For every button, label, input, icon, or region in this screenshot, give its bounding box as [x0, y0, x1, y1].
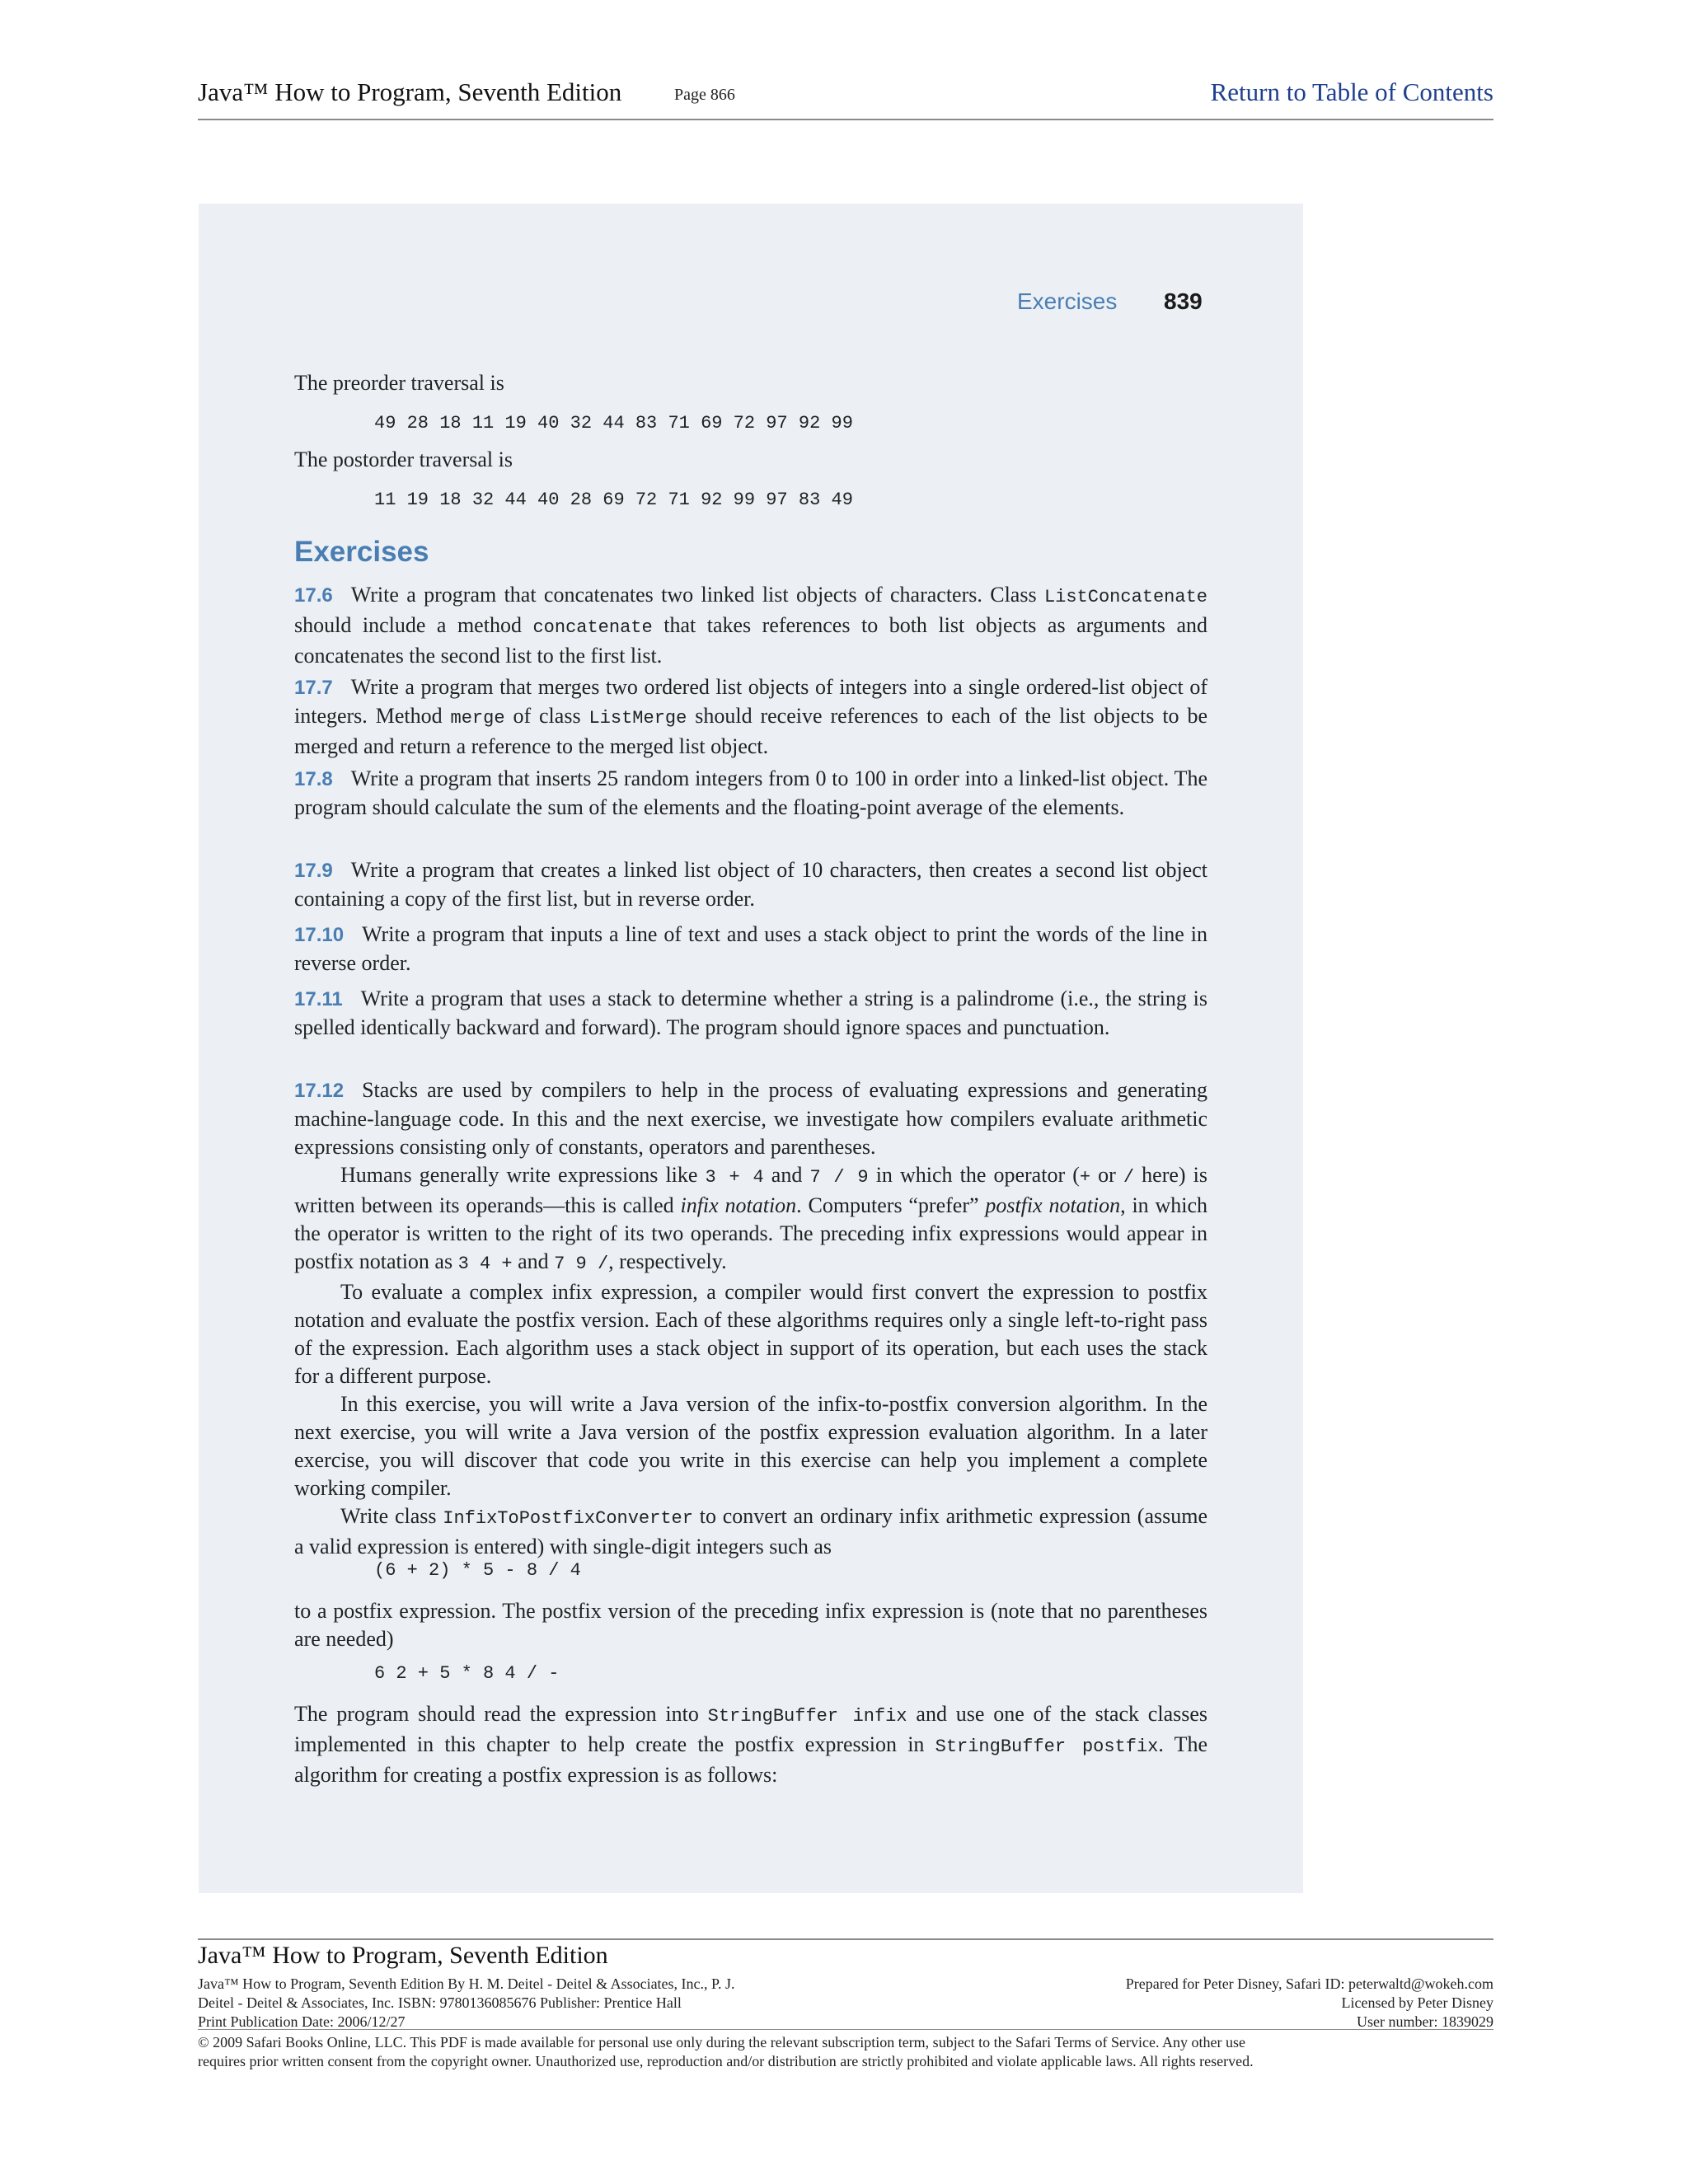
exercise-text: of class	[504, 704, 589, 728]
code-class-name: ListMerge	[588, 708, 687, 729]
exercise-17-10	[294, 921, 1207, 977]
emphasis-term: postfix notation	[985, 1193, 1121, 1217]
footer-book-info-2: Deitel - Deitel & Associates, Inc. ISBN: 9780136085676 Publisher: Prentice Hall	[198, 1994, 682, 2011]
inline-code: 7 9 /	[554, 1254, 609, 1274]
preorder-label: The preorder traversal is	[294, 371, 504, 395]
exercise-text: The program should read the expression into	[294, 1702, 708, 1726]
exercise-text: and	[512, 1249, 555, 1273]
exercise-text: Write a program that merges two ordered list objects of integers into a single ordered-list object of integers. Method	[294, 675, 1207, 728]
footer-prepared-for: Prepared for Peter Disney, Safari ID: peterwaltd@wokeh.com	[1125, 1975, 1493, 1992]
exercise-text: . Computers “prefer”	[796, 1193, 986, 1217]
exercise-17-7	[294, 673, 1207, 761]
exercise-text: Humans generally write expressions like	[340, 1163, 706, 1187]
postorder-values: 11 19 18 32 44 40 28 69 72 71 92 99 97 83 49	[374, 490, 853, 510]
exercise-text: Write a program that inserts 25 random integers from 0 to 100 in order into a linked-list object. The program should calculate the sum of the elements and the floating-point average of the elements.	[294, 766, 1207, 819]
exercise-text: Write a program that creates a linked list object of 10 characters, then creates a second list object containing a copy of the first list, but in reverse order.	[294, 858, 1207, 911]
footer-publication-date: Print Publication Date: 2006/12/27	[198, 2013, 406, 2030]
preorder-values: 49 28 18 11 19 40 32 44 83 71 69 72 97 92 99	[374, 413, 853, 434]
inline-code: StringBuffer infix	[707, 1706, 907, 1727]
exercise-paragraph	[294, 1076, 1207, 1161]
exercise-text: in which the operator (	[868, 1163, 1080, 1187]
exercise-number: 17.9	[294, 860, 333, 882]
exercise-text: should include a method	[294, 613, 533, 637]
section-title: Exercises	[294, 536, 429, 568]
running-head-page-number: 839	[1164, 288, 1203, 314]
inline-code: StringBuffer postfix	[935, 1736, 1159, 1757]
exercise-text: Write a program that concatenates two linked list objects of characters. Class	[350, 583, 1044, 607]
exercise-number: 17.7	[294, 677, 333, 699]
footer-licensed-by: Licensed by Peter Disney	[1341, 1994, 1493, 2011]
exercise-17-6	[294, 581, 1207, 670]
exercise-17-8	[294, 765, 1207, 822]
inline-code: +	[1079, 1167, 1091, 1188]
exercise-17-11	[294, 985, 1207, 1042]
exercise-text: to convert an ordinary infix arithmetic expression (assume a valid expression is entered) with single-digit integers such as	[294, 1504, 1207, 1558]
code-class-name: ListConcatenate	[1043, 587, 1207, 607]
postfix-expression-code: 6 2 + 5 * 8 4 / -	[374, 1663, 560, 1684]
inline-code: 3 + 4	[705, 1167, 764, 1188]
exercise-text: Write class	[340, 1504, 443, 1528]
footer-book-info-1: Java™ How to Program, Seventh Edition By H. M. Deitel - Deitel & Associates, Inc., P. J.	[198, 1975, 735, 1992]
code-method-name: merge	[450, 708, 505, 729]
footer-divider	[198, 1938, 1493, 1940]
postorder-label: The postorder traversal is	[294, 448, 513, 471]
exercise-text: Stacks are used by compilers to help in the process of evaluating expressions and generating machine-language code. In this and the next exercise, we investigate how compilers evaluate arithmetic expressions consisting only of constants, operators and parentheses.	[294, 1078, 1207, 1159]
footer-copyright-1: © 2009 Safari Books Online, LLC. This PDF is made available for personal use only during the relevant subscription term, subject to the Safari Terms of Service. Any other use	[198, 2034, 1245, 2050]
footer-divider	[198, 2029, 1493, 2030]
exercise-paragraph	[294, 1502, 1207, 1561]
exercise-paragraph	[294, 1700, 1207, 1789]
header-page-label: Page 866	[674, 86, 735, 104]
exercise-text: and use one of the stack classes implemented in this chapter to help create the postfix expression in	[294, 1702, 1208, 1756]
running-head-section: Exercises	[1017, 288, 1118, 314]
exercise-text: , respectively.	[608, 1249, 727, 1273]
exercise-text: , in which the operator is written to the right of its two operands. The preceding infix expressions would appear in postfix notation as	[294, 1193, 1208, 1273]
exercise-text: Write a program that inputs a line of text and uses a stack object to print the words of the line in reverse order.	[294, 922, 1207, 975]
page-header	[198, 76, 1493, 120]
exercise-number: 17.10	[294, 924, 345, 946]
inline-code: /	[1123, 1167, 1135, 1188]
exercise-paragraph: to a postfix expression. The postfix version of the preceding infix expression is (note that no parentheses are needed)	[294, 1599, 1207, 1651]
exercise-number: 17.12	[294, 1080, 345, 1102]
exercise-text: . The algorithm for creating a postfix expression is as follows:	[294, 1732, 1208, 1787]
code-class-name: InfixToPostfixConverter	[443, 1508, 693, 1529]
exercise-number: 17.11	[294, 988, 343, 1010]
exercise-paragraph	[294, 1161, 1207, 1278]
header-book-title: Java™ How to Program, Seventh Edition	[198, 77, 622, 106]
exercise-text: Write a program that uses a stack to determine whether a string is a palindrome (i.e., the string is spelled identically backward and forward). The program should ignore spaces and punctuation.	[294, 987, 1207, 1039]
code-method-name: concatenate	[532, 617, 653, 638]
exercise-text: and	[763, 1163, 810, 1187]
exercise-paragraph: To evaluate a complex infix expression, a compiler would first convert the expression to postfix notation and evaluate the postfix version. Each of these algorithms requires only a single left-to-right pass of the expression. Each algorithm uses a stack object in support of its operation, but each uses the stack for a different purpose.	[294, 1280, 1207, 1388]
exercise-text: that takes references to both list objects as arguments and concatenates the second list to the first list.	[294, 613, 1207, 668]
inline-code: 7 / 9	[809, 1167, 869, 1188]
exercise-text: should receive references to each of the list objects to be merged and return a reference to the merged list object.	[294, 704, 1208, 758]
footer-copyright-2: requires prior written consent from the copyright owner. Unauthorized use, reproduction and/or distribution are strictly prohibited and violate applicable laws. All rights reserved.	[198, 2053, 1254, 2069]
inline-code: 3 4 +	[457, 1254, 513, 1274]
infix-expression-code: (6 + 2) * 5 - 8 / 4	[374, 1560, 581, 1581]
exercise-text: or	[1090, 1163, 1123, 1187]
exercise-paragraph: In this exercise, you will write a Java version of the infix-to-postfix conversion algorithm. In the next exercise, you will write a Java version of the postfix expression evaluation algorithm. In a later exercise, you will discover that code you write in this exercise can help you implement a complete working compiler.	[294, 1392, 1207, 1500]
exercise-17-12	[294, 1076, 1207, 1561]
exercise-text: here) is written between its operands—this is called	[294, 1163, 1207, 1217]
footer-book-title: Java™ How to Program, Seventh Edition	[198, 1942, 608, 1969]
exercise-17-9	[294, 856, 1207, 913]
exercise-number: 17.6	[294, 584, 333, 607]
footer-user-number: User number: 1839029	[1357, 2013, 1493, 2030]
exercise-number: 17.8	[294, 768, 333, 790]
emphasis-term: infix notation	[680, 1193, 797, 1217]
return-to-toc-link[interactable]: Return to Table of Contents	[1210, 77, 1493, 106]
